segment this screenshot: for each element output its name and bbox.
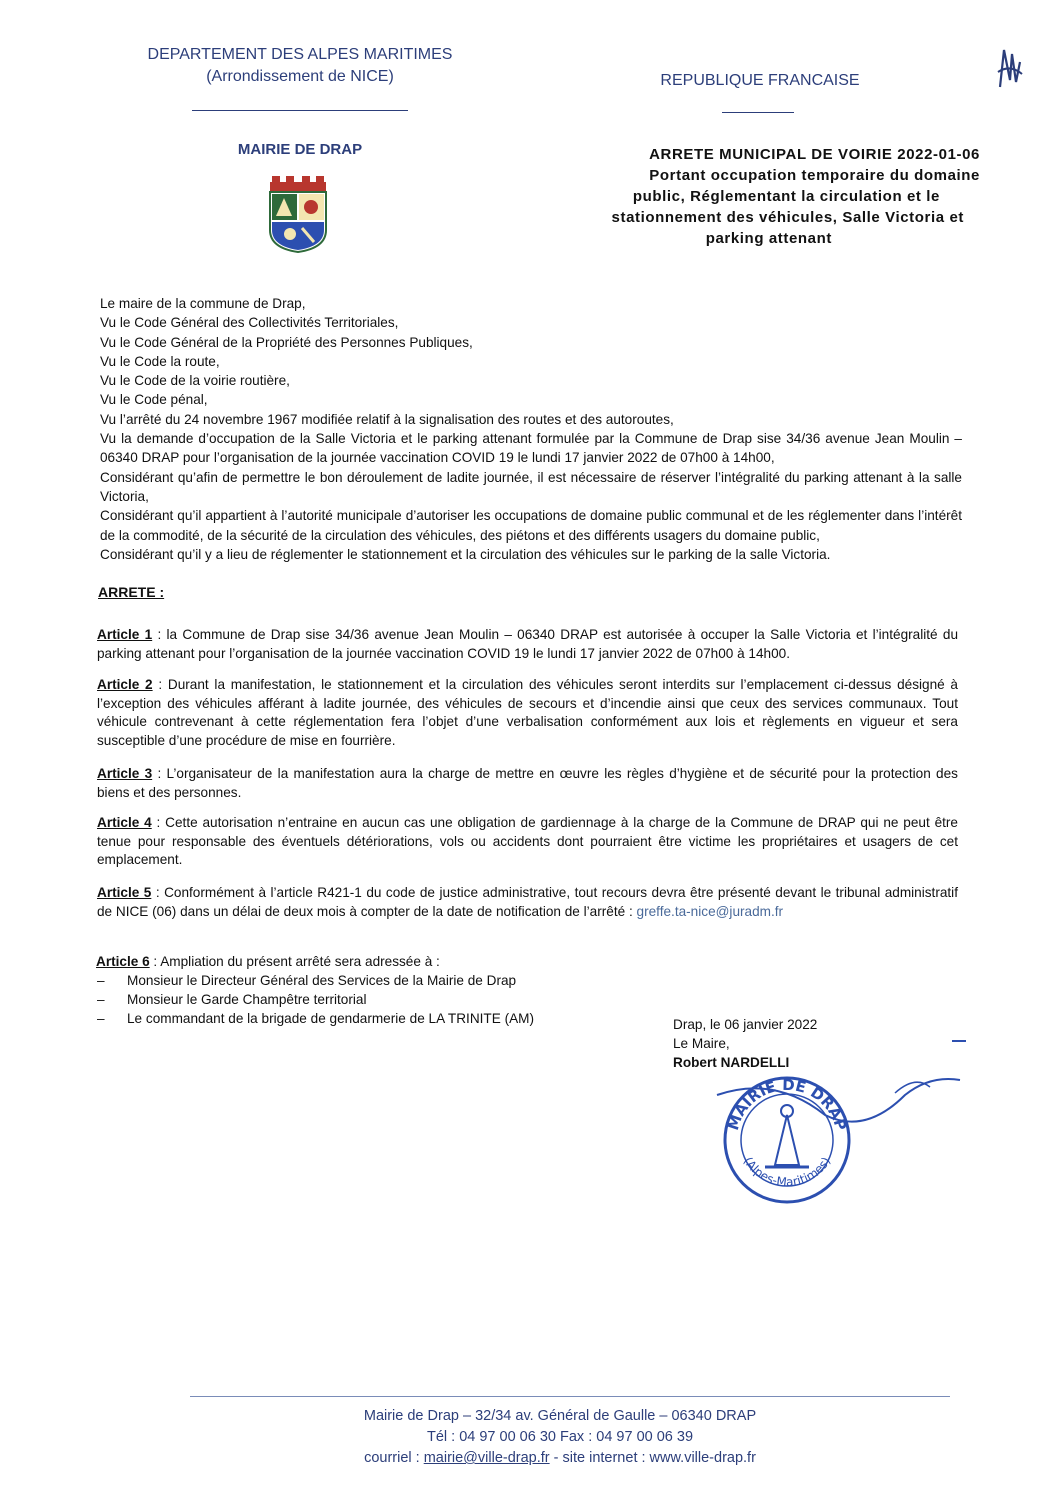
preamble-line: Vu le Code de la voirie routière, (100, 373, 290, 389)
footer-phone: Tél : 04 97 00 06 30 Fax : 04 97 00 06 39 (426, 1429, 694, 1445)
decree-title (540, 144, 980, 249)
article-text: : la Commune de Drap sise 34/36 avenue Jean Moulin – 06340 DRAP est autorisée à occuper la Salle Victoria et l’intégralité du parking attenant pour l’organisation de la journée vaccination COVID 19 le lundi 17 janvier 2022 de 07h00 à 14h00. (97, 627, 958, 661)
decree-number: ARRETE MUNICIPAL DE VOIRIE 2022-01-06 (649, 146, 980, 163)
court-email-link[interactable]: greffe.ta-nice@juradm.fr (636, 903, 784, 919)
arrete-heading: ARRETE : (98, 584, 165, 600)
mairie-email-link[interactable]: mairie@ville-drap.fr (423, 1450, 550, 1466)
footer-mail-prefix: courriel : (364, 1450, 424, 1466)
decree-title-line: public, Réglementant la circulation et le (632, 188, 940, 205)
preamble-line: Vu le Code la route, (100, 353, 220, 369)
article-4 (97, 814, 958, 870)
preamble-line: Vu le Code Général de la Propriété des Personnes Publiques, (100, 334, 473, 350)
list-dash: – (97, 1011, 105, 1026)
decree-title-line: stationnement des véhicules, Salle Victoria et (611, 209, 964, 226)
preamble-line: Le maire de la commune de Drap, (100, 296, 306, 311)
preamble-line: Vu la demande d’occupation de la Salle Victoria et le parking attenant formulée par la Commune de Drap sise 34/36 avenue Jean Moulin – 06340 DRAP pour l’organisation de la journée vaccination COVID 19 le lundi 17 janvier 2022 de 07h00 à 14h00, (100, 431, 962, 466)
article-label: Article 1 (97, 627, 153, 642)
decree-title-line: Portant occupation temporaire du domaine (649, 167, 980, 184)
list-dash: – (97, 992, 105, 1007)
article-text: : Ampliation du présent arrêté sera adressée à : (149, 954, 440, 969)
footer-contact (280, 1448, 840, 1469)
article-label: Article 4 (97, 815, 152, 830)
signer-name: Robert NARDELLI (673, 1055, 790, 1070)
article-5 (97, 884, 958, 921)
recipient-text: Monsieur le Garde Champêtre territorial (127, 992, 367, 1007)
stamp-top-text: MAIRIE DE DRAP (723, 1075, 850, 1133)
recipient-item (97, 990, 797, 1009)
initials-mark-icon (990, 42, 1030, 92)
recipient-text: Monsieur le Directeur Général des Services de la Mairie de Drap (127, 973, 517, 988)
preamble-line: Considérant qu’il y a lieu de réglementer le stationnement et la circulation des véhicules sur le parking de la salle Victoria. (100, 546, 831, 562)
preamble-line: Vu l’arrêté du 24 novembre 1967 modifiée relatif à la signalisation des routes et des autoroutes, (100, 411, 674, 427)
preamble-line: Considérant qu’afin de permettre le bon déroulement de ladite journée, il est nécessaire de réserver l’intégralité du parking attenant à la salle Victoria, (100, 469, 962, 504)
decree-title-line: parking attenant (705, 230, 832, 247)
article-label: Article 5 (97, 885, 152, 900)
footer-address: Mairie de Drap – 32/34 av. Général de Gaulle – 06340 DRAP (363, 1408, 757, 1424)
footer (280, 1406, 840, 1469)
list-dash: – (97, 973, 105, 988)
article-text: : Conformément à l’article R421-1 du code de justice administrative, tout recours devra être présenté devant le tribunal administratif de NICE (06) dans un délai de deux mois à compter de la date de notification de l’arrêté : (97, 885, 958, 919)
preamble (100, 294, 962, 564)
footer-site: - site internet : www.ville-drap.fr (549, 1450, 756, 1466)
article-2 (97, 676, 958, 750)
article-label: Article 3 (97, 766, 153, 781)
coat-of-arms-icon (262, 172, 334, 254)
official-stamp-icon (715, 1055, 965, 1225)
article-label: Article 2 (97, 677, 153, 692)
article-3 (97, 765, 958, 802)
footer-rule (190, 1396, 950, 1397)
signer-role: Le Maire, (673, 1036, 730, 1051)
article-text: : Cette autorisation n’entraine en aucun cas une obligation de gardiennage à la charge de la Commune de DRAP qui ne peut être tenue pour responsable des éventuels détériorations, vols ou accidents dont pourraient être victime les propriétaires et usagers de cet emplacement. (97, 815, 958, 867)
recipient-text: Le commandant de la brigade de gendarmerie de LA TRINITE (AM) (127, 1011, 535, 1026)
stamp-bottom-text: (Alpes-Maritimes) (740, 1154, 834, 1190)
header-left-rule (192, 110, 408, 111)
republic-header: REPUBLIQUE FRANCAISE (660, 72, 860, 89)
place-date: Drap, le 06 janvier 2022 (673, 1017, 818, 1032)
recipient-item (97, 971, 797, 990)
preamble-line: Vu le Code Général des Collectivités Territoriales, (100, 315, 399, 331)
pen-mark (952, 1040, 966, 1042)
preamble-line: Considérant qu’il appartient à l’autorité municipale d’autoriser les occupations de domaine public communal et de les réglementer dans l’intérêt de la commodité, de la sécurité de la circulation des véhicules, des piétons et des différents usagers du domaine public, (100, 508, 962, 543)
arrondissement: (Arrondissement de NICE) (206, 68, 394, 85)
mairie-name: MAIRIE DE DRAP (237, 141, 363, 158)
department-header (100, 44, 500, 88)
header-right-rule (722, 112, 794, 113)
department-name: DEPARTEMENT DES ALPES MARITIMES (147, 46, 453, 63)
article-text: : Durant la manifestation, le stationnement et la circulation des véhicules seront interdits sur l’emplacement ci-dessus désigné à l’exception des véhicules afférant à ladite journée, des véhicules de secours et d’incendie ainsi que ceux des services communaux. Tout véhicule contrevenant à cette réglementation fera l’objet d’une verbalisation conformément aux lois et règlements en vigueur et sera susceptible d’une procédure de mise en fourrière. (97, 677, 958, 748)
article-1 (97, 626, 958, 663)
article-label: Article 6 (96, 954, 150, 969)
article-text: : L’organisateur de la manifestation aura la charge de mettre en œuvre les règles d’hygiène et de sécurité pour la protection des biens et des personnes. (97, 766, 958, 800)
preamble-line: Vu le Code pénal, (100, 392, 208, 408)
